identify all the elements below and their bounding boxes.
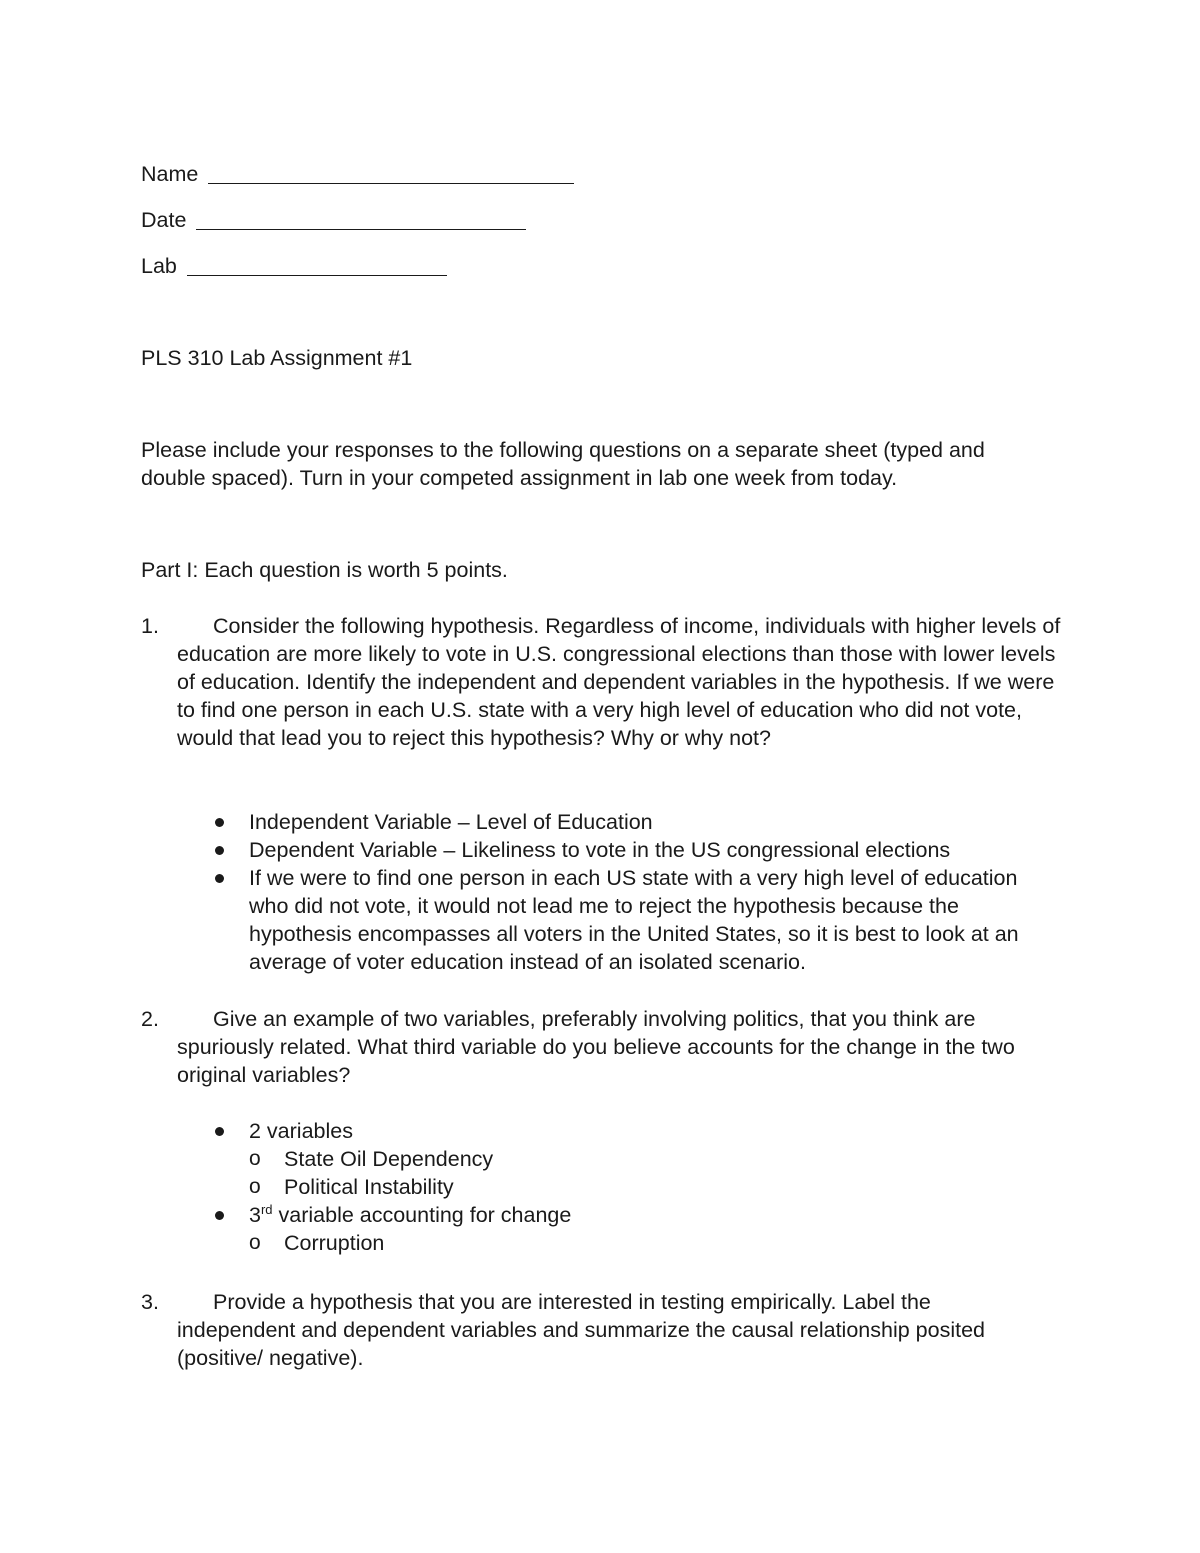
- answer-text: [249, 1203, 571, 1227]
- part-heading: Part I: Each question is worth 5 points.: [141, 558, 508, 582]
- bullet-icon: [215, 874, 224, 883]
- question-1: [141, 612, 1066, 752]
- sub-list-item: [249, 1229, 1073, 1257]
- lab-field[interactable]: [141, 252, 447, 280]
- sub-list: [249, 1229, 1073, 1257]
- answer-text: Dependent Variable – Likeliness to vote in the US congressional elections: [249, 838, 951, 862]
- question-number: 3.: [141, 1290, 159, 1314]
- bullet-icon: [215, 1211, 224, 1220]
- question-2-answers: [213, 1117, 1073, 1257]
- ordinal-suffix: rd: [260, 1201, 273, 1217]
- answer-suffix: variable accounting for change: [272, 1203, 572, 1227]
- list-item: [213, 864, 1039, 976]
- page-title: PLS 310 Lab Assignment #1: [141, 346, 413, 370]
- answer-text: 2 variables: [249, 1119, 353, 1143]
- question-text: Give an example of two variables, preferably involving politics, that you think are spuriously related. What third variable do you believe accounts for the change in the two original variables?: [177, 1007, 1015, 1087]
- list-item: [213, 1117, 1073, 1201]
- lab-blank-line: [187, 255, 447, 276]
- answer-text: Independent Variable – Level of Education: [249, 810, 653, 834]
- instructions-paragraph: Please include your responses to the following questions on a separate sheet (typed and double spaced). Turn in your competed assignment in lab one week from today.: [141, 438, 985, 490]
- name-field[interactable]: [141, 160, 574, 188]
- ordinal-number: 3: [249, 1203, 261, 1227]
- question-3: [141, 1288, 1021, 1372]
- sub-list: [249, 1145, 1073, 1201]
- name-label: Name: [141, 162, 199, 186]
- name-blank-line: [208, 163, 574, 184]
- question-text: Provide a hypothesis that you are interested in testing empirically. Label the independent and dependent variables and summarize the causal relationship posited (positive/ negative).: [177, 1290, 985, 1370]
- question-2: [141, 1005, 1061, 1089]
- lab-label: Lab: [141, 254, 177, 278]
- list-item: [213, 836, 1073, 864]
- hollow-bullet-icon: o: [249, 1231, 261, 1254]
- bullet-icon: [215, 818, 224, 827]
- sub-answer-text: Political Instability: [284, 1175, 454, 1199]
- sub-answer-text: State Oil Dependency: [284, 1147, 494, 1171]
- question-text: Consider the following hypothesis. Regardless of income, individuals with higher levels of education are more likely to vote in U.S. congressional elections than those with lower levels of education. Identify the independent and dependent variables in the hypothesis. If we were to find one person in each U.S. state with a very high level of education who did not vote, would that lead you to reject this hypothesis? Why or why not?: [177, 614, 1061, 750]
- sub-list-item: [249, 1145, 1073, 1173]
- answer-text: If we were to find one person in each US state with a very high level of education who did not vote, it would not lead me to reject the hypothesis because the hypothesis encompasses all voters in the United States, so it is best to look at an average of voter education instead of an isolated scenario.: [249, 866, 1019, 974]
- sub-list-item: [249, 1173, 1073, 1201]
- question-1-answers: [213, 808, 1073, 976]
- list-item: [213, 1201, 1073, 1257]
- date-blank-line: [196, 209, 526, 230]
- sub-answer-text: Corruption: [284, 1231, 385, 1255]
- question-number: 2.: [141, 1007, 159, 1031]
- question-number: 1.: [141, 614, 159, 638]
- hollow-bullet-icon: o: [249, 1147, 261, 1170]
- date-label: Date: [141, 208, 187, 232]
- hollow-bullet-icon: o: [249, 1175, 261, 1198]
- bullet-icon: [215, 1127, 224, 1136]
- bullet-icon: [215, 846, 224, 855]
- list-item: [213, 808, 1073, 836]
- date-field[interactable]: [141, 206, 526, 234]
